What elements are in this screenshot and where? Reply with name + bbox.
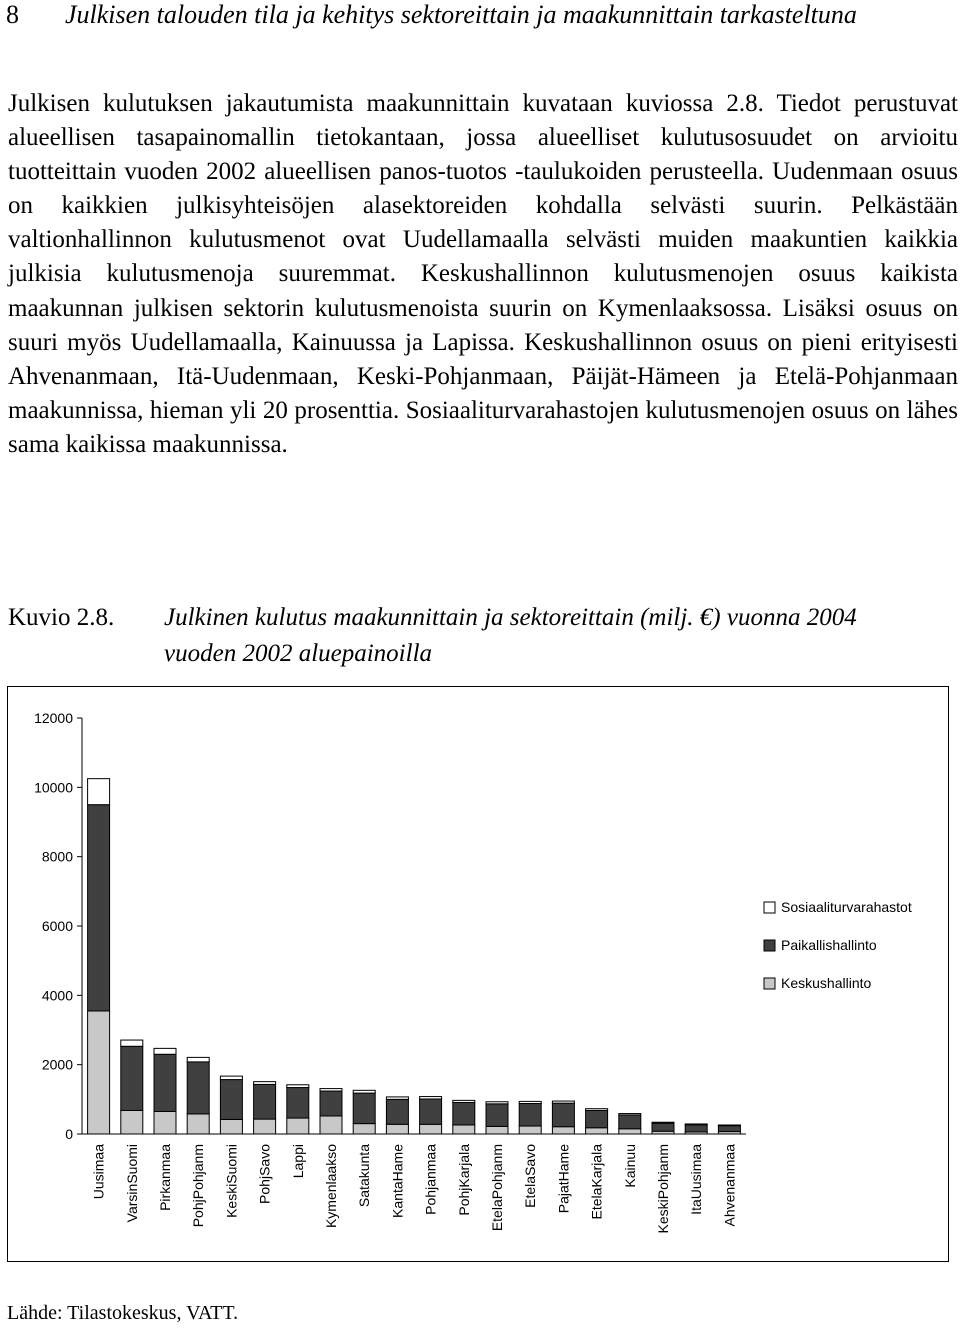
bar-segment [552, 1101, 574, 1103]
bar-segment [420, 1124, 442, 1134]
x-tick-label: EtelaKarjala [588, 1144, 605, 1220]
figure-caption-text: Julkinen kulutus maakunnittain ja sektoreittain (milj. €) vuonna 2004 vuoden 2002 aluepainoilla [164, 604, 857, 667]
figure-label: Kuvio 2.8. [8, 604, 115, 631]
bar-segment [420, 1097, 442, 1099]
bar-segment [88, 779, 110, 805]
bar-segment [718, 1126, 740, 1132]
stacked-bar-chart [8, 687, 948, 1261]
bar-segment [154, 1048, 176, 1054]
bar-segment [353, 1090, 375, 1093]
x-tick-label: Kymenlaakso [323, 1144, 339, 1229]
bar-segment [353, 1093, 375, 1124]
bar-segment [486, 1102, 508, 1104]
x-tick-label: Satakunta [356, 1144, 373, 1208]
x-tick-label: Pirkanmaa [157, 1144, 173, 1211]
bar-segment [254, 1084, 276, 1119]
x-tick-label: VarsinSuomi [123, 1144, 140, 1223]
bar-segment [88, 1011, 110, 1134]
bar-segment [619, 1129, 641, 1134]
x-tick-label: ItaUusimaa [688, 1144, 705, 1215]
x-tick-label: KeskiSuomi [223, 1144, 240, 1218]
x-tick-label: Kainuu [621, 1144, 638, 1188]
section-title: Julkisen talouden tila ja kehitys sektoreittain ja maakunnittain tarkasteltuna [65, 0, 857, 29]
x-tick-label: EtelaSavo [522, 1144, 539, 1208]
x-tick-label: Ahvenanmaa [721, 1144, 738, 1227]
legend-label: Sosiaaliturvarahastot [781, 899, 912, 915]
bar-segment [586, 1109, 608, 1111]
x-tick-label: PohjPohjanm [190, 1144, 207, 1228]
bar-segment [287, 1118, 309, 1134]
x-tick-label: EtelaPohjanm [489, 1144, 505, 1232]
y-tick-label: 2000 [41, 1056, 73, 1073]
bar-segment [121, 1040, 143, 1046]
bar-segment [586, 1128, 608, 1134]
bar-segment [586, 1110, 608, 1127]
bar-segment [685, 1124, 707, 1125]
bar-segment [220, 1119, 242, 1134]
bar-segment [420, 1099, 442, 1124]
legend-label: Keskushallinto [781, 975, 872, 991]
y-tick-label: 6000 [41, 918, 73, 934]
bar-segment [386, 1099, 408, 1124]
section-number: 8 [6, 0, 19, 29]
bar-segment [287, 1085, 309, 1088]
bar-segment [187, 1062, 209, 1114]
bar-segment [519, 1103, 541, 1126]
bar-segment [718, 1125, 740, 1126]
x-tick-label: KantaHame [389, 1144, 406, 1218]
x-tick-label: Lappi [289, 1144, 306, 1179]
bar-segment [154, 1054, 176, 1111]
bar-segment [154, 1111, 176, 1134]
bar-segment [320, 1091, 342, 1116]
x-tick-label: KeskiPohjanm [655, 1144, 671, 1234]
bar-segment [386, 1124, 408, 1134]
bar-segment [519, 1126, 541, 1134]
bar-segment [652, 1123, 674, 1131]
bar-segment [88, 805, 110, 1011]
y-tick-label: 12000 [34, 710, 73, 726]
bar-segment [453, 1100, 475, 1102]
bar-segment [220, 1080, 242, 1120]
bar-segment [320, 1089, 342, 1091]
bar-segment [652, 1122, 674, 1123]
bar-segment [486, 1126, 508, 1134]
bar-segment [453, 1125, 475, 1134]
x-tick-label: PohjKarjala [455, 1144, 472, 1216]
bar-segment [121, 1046, 143, 1110]
x-tick-label: Pohjanmaa [422, 1144, 439, 1215]
chart-frame [7, 686, 949, 1262]
bar-segment [619, 1114, 641, 1115]
bar-segment [121, 1110, 143, 1134]
bar-segment [187, 1057, 209, 1062]
bar-segment [519, 1101, 541, 1103]
bar-segment [453, 1102, 475, 1125]
x-tick-label: PohjSavo [256, 1144, 273, 1204]
bar-segment [220, 1076, 242, 1079]
bar-segment [187, 1114, 209, 1134]
bar-segment [552, 1127, 574, 1134]
y-tick-label: 0 [65, 1126, 73, 1142]
x-tick-label: PajatHame [555, 1144, 572, 1214]
y-tick-label: 10000 [34, 779, 73, 796]
source-note: Lähde: Tilastokeskus, VATT. [7, 1302, 239, 1324]
bar-segment [619, 1115, 641, 1129]
bar-segment [552, 1103, 574, 1127]
y-tick-label: 8000 [41, 848, 73, 865]
bar-segment [254, 1082, 276, 1085]
legend-swatch [764, 978, 775, 989]
y-tick-label: 4000 [41, 987, 73, 1004]
body-paragraph: Julkisen kulutuksen jakautumista maakunnittain kuvataan kuviossa 2.8. Tiedot perustuvat alueellisen tasapainomallin tietokantaan, jossa alueelliset kulutusosuudet on arvioitu tuotteittain vuoden 2002 alueellisen panos-tuotos -taulukoiden perusteella. Uudenmaan osuus on kaikkien julkisyhteisöjen alasektoreiden kohdalla selvästi suurin. Pelkästään valtionhallinnon kulutusmenot ovat Uudellamaalla selvästi muiden maakuntien kaikkia julkisia kulutusmenoja suuremmat. Keskushallinnon kulutusmenojen osuus kaikista maakunnan julkisen sektorin kulutusmenoista suurin on Kymenlaaksossa. Lisäksi osuus on suuri myös Uudellamaalla, Kainuussa ja Lapissa. Keskushallinnon osuus on pieni erityisesti Ahvenanmaan, Itä-Uudenmaan, Keski-Pohjanmaan, Päijät-Hämeen ja Etelä-Pohjanmaan maakunnissa, hieman yli 20 prosenttia. Sosiaaliturvarahastojen kulutusmenojen osuus on lähes sama kaikissa maakunnissa. [8, 90, 958, 458]
x-tick-label: Uusimaa [90, 1144, 107, 1200]
legend-swatch [764, 940, 775, 951]
figure-caption [8, 600, 948, 672]
bar-segment [353, 1124, 375, 1134]
legend-label: Paikallishallinto [781, 937, 877, 953]
legend-swatch [764, 902, 775, 913]
bar-segment [486, 1104, 508, 1127]
bar-segment [254, 1119, 276, 1134]
bar-segment [685, 1125, 707, 1132]
section-heading [6, 0, 956, 34]
bar-segment [386, 1097, 408, 1099]
bar-segment [287, 1088, 309, 1119]
bar-segment [320, 1116, 342, 1134]
